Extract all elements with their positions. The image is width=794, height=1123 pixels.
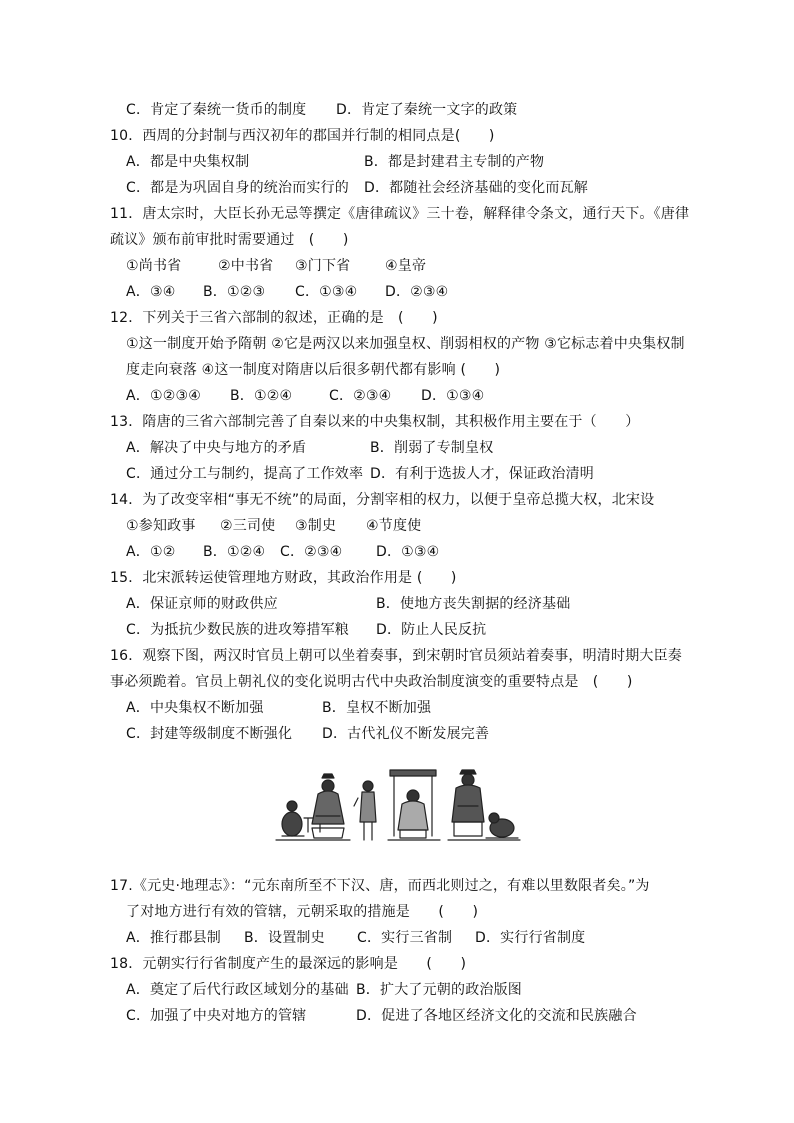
han-seated-scene [276,774,350,840]
song-standing-scene [354,770,440,840]
q15-option-d: D．防止人民反抗 [376,622,487,638]
q11-option-a: A．③④ [126,284,176,300]
q9-option-c: C．肯定了秦统一货币的制度 [126,102,307,118]
q18-option-a: A．奠定了后代行政区域划分的基础 [126,982,349,998]
q17-option-a: A．推行郡县制 [126,930,221,946]
q12-option-c: C．②③④ [329,388,392,404]
q14-option-d: D．①③④ [376,544,440,560]
q18-option-b: B．扩大了元朝的政治版图 [356,982,523,998]
q12-option-b: B．①②④ [230,388,293,404]
q15-option-c: C．为抵抗少数民族的进攻筹措军粮 [126,622,349,638]
q14-item-3: ③制史 [295,518,337,534]
q14-item-4: ④节度使 [366,518,422,534]
q11-item-3: ③门下省 [295,258,351,274]
q17-option-c: C．实行三省制 [357,930,453,946]
q13-option-a: A．解决了中央与地方的矛盾 [126,440,307,456]
q10-option-d: D．都随社会经济基础的变化而瓦解 [364,180,588,196]
q14-option-a: A．①② [126,544,176,560]
q10-option-c: C．都是为巩固自身的统治而实行的 [126,180,349,196]
q18-option-c: C．加强了中央对地方的管辖 [126,1008,307,1024]
q11-option-b: B．①②③ [203,284,266,300]
q14-item-2: ②三司使 [220,518,276,534]
q9-option-d: D．肯定了秦统一文字的政策 [336,102,518,118]
q11-item-4: ④皇帝 [385,258,427,274]
court-etiquette-illustration [272,766,522,846]
q13-option-b: B．削弱了专制皇权 [370,440,494,456]
q17-option-b: B．设置制史 [244,930,325,946]
q11-option-d: D．②③④ [385,284,449,300]
q11-item-2: ②中书省 [218,258,274,274]
q14-option-c: C．②③④ [280,544,343,560]
q16-option-c: C．封建等级制度不断强化 [126,726,293,742]
q13-option-d: D．有利于选拔人才，保证政治清明 [370,466,594,482]
q16-option-b: B．皇权不断加强 [322,700,432,716]
q13-option-c: C．通过分工与制约，提高了工作效率 [126,466,364,482]
exam-page: C．肯定了秦统一货币的制度 D．肯定了秦统一文字的政策 10．西周的分封制与西汉初年的郡国并行制的相同点是( ) A．都是中央集权制 B．都是封建君主专制的产物 C．都是为巩固自身的统治而实行的 D．都随社会经济基础的变化而瓦解 11．唐太宗时，大臣长孙无忌等撰定《唐律疏议》三十卷，解释律令条文，通行天下。《唐律 疏议》颁布前审批时需要通过 ( ) ①尚书省 ②中书省 ③门下省 ④皇帝 A．③④ B．①②③ C．①③④ D．②③④ 12．下列关于三省六部制的叙述，正确的是 ( ) ①这一制度开始予隋朝 ②它是两汉以来加强皇权、削弱相权的产物 ③它标志着中央集权制 度走向衰落 ④这一制度对隋唐以后很多朝代都有影响 ( ) A．①②③④ B．①②④ C．②③④ D．①③④ 13．隋唐的三省六部制完善了自秦以来的中央集权制，其积极作用主要在于（ ） A．解决了中央与地方的矛盾 B．削弱了专制皇权 C．通过分工与制约，提高了工作效率 D．有利于选拔人才，保证政治清明 14．为了改变宰相“事无不统”的局面，分割宰相的权力，以便于皇帝总揽大权，北宋设 ①参知政事 ②三司使 ③制史 ④节度使 A．①② B．①②④ C．②③④ D．①③④ 15．北宋派转运使管理地方财政，其政治作用是 ( ) A．保证京师的财政供应 B．使地方丧失割据的经济基础 C．为抵抗少数民族的进攻筹措军粮 D．防止人民反抗 16．观察下图，两汉时官员上朝可以坐着奏事，到宋朝时官员须站着奏事，明清时期大臣奏 事必须跪着。官员上朝礼仪的变化说明古代中央政治制度演变的重要特点是 ( ) A．中央集权不断加强 B．皇权不断加强 C．封建等级制度不断强化 D．古代礼仪不断发展完善 17.《元史·地理志》：“元东南所至不下汉、唐，而西北则过之，有难以里数限者矣。”为 了对地方进行有效的管辖，元朝采取的措施是 ( ) A．推行郡县制 B．设置制史 C．实行三省制 D．实行行省制度 18．元朝实行行省制度产生的最深远的影响是 ( ) A．奠定了后代行政区域划分的基础 B．扩大了元朝的政治版图 C．加强了中央对地方的管辖 D．促进了各地区经济文化的交流和民族融合 [110,102,690,1024]
q14-option-b: B．①②④ [203,544,266,560]
q12-option-a: A．①②③④ [126,388,201,404]
q15-option-b: B．使地方丧失割据的经济基础 [376,596,571,612]
q16-option-a: A．中央集权不断加强 [126,700,264,716]
q18-option-d: D．促进了各地区经济文化的交流和民族融合 [356,1008,637,1024]
q12-option-d: D．①③④ [421,388,485,404]
q11-option-c: C．①③④ [295,284,358,300]
q10-option-a: A．都是中央集权制 [126,154,250,170]
mingqing-kneeling-scene [448,770,520,840]
q14-item-1: ①参知政事 [126,518,196,534]
q17-option-d: D．实行行省制度 [475,930,586,946]
q11-item-1: ①尚书省 [126,258,182,274]
q15-option-a: A．保证京师的财政供应 [126,596,278,612]
q10-option-b: B．都是封建君主专制的产物 [364,154,545,170]
q16-option-d: D．古代礼仪不断发展完善 [322,726,490,742]
